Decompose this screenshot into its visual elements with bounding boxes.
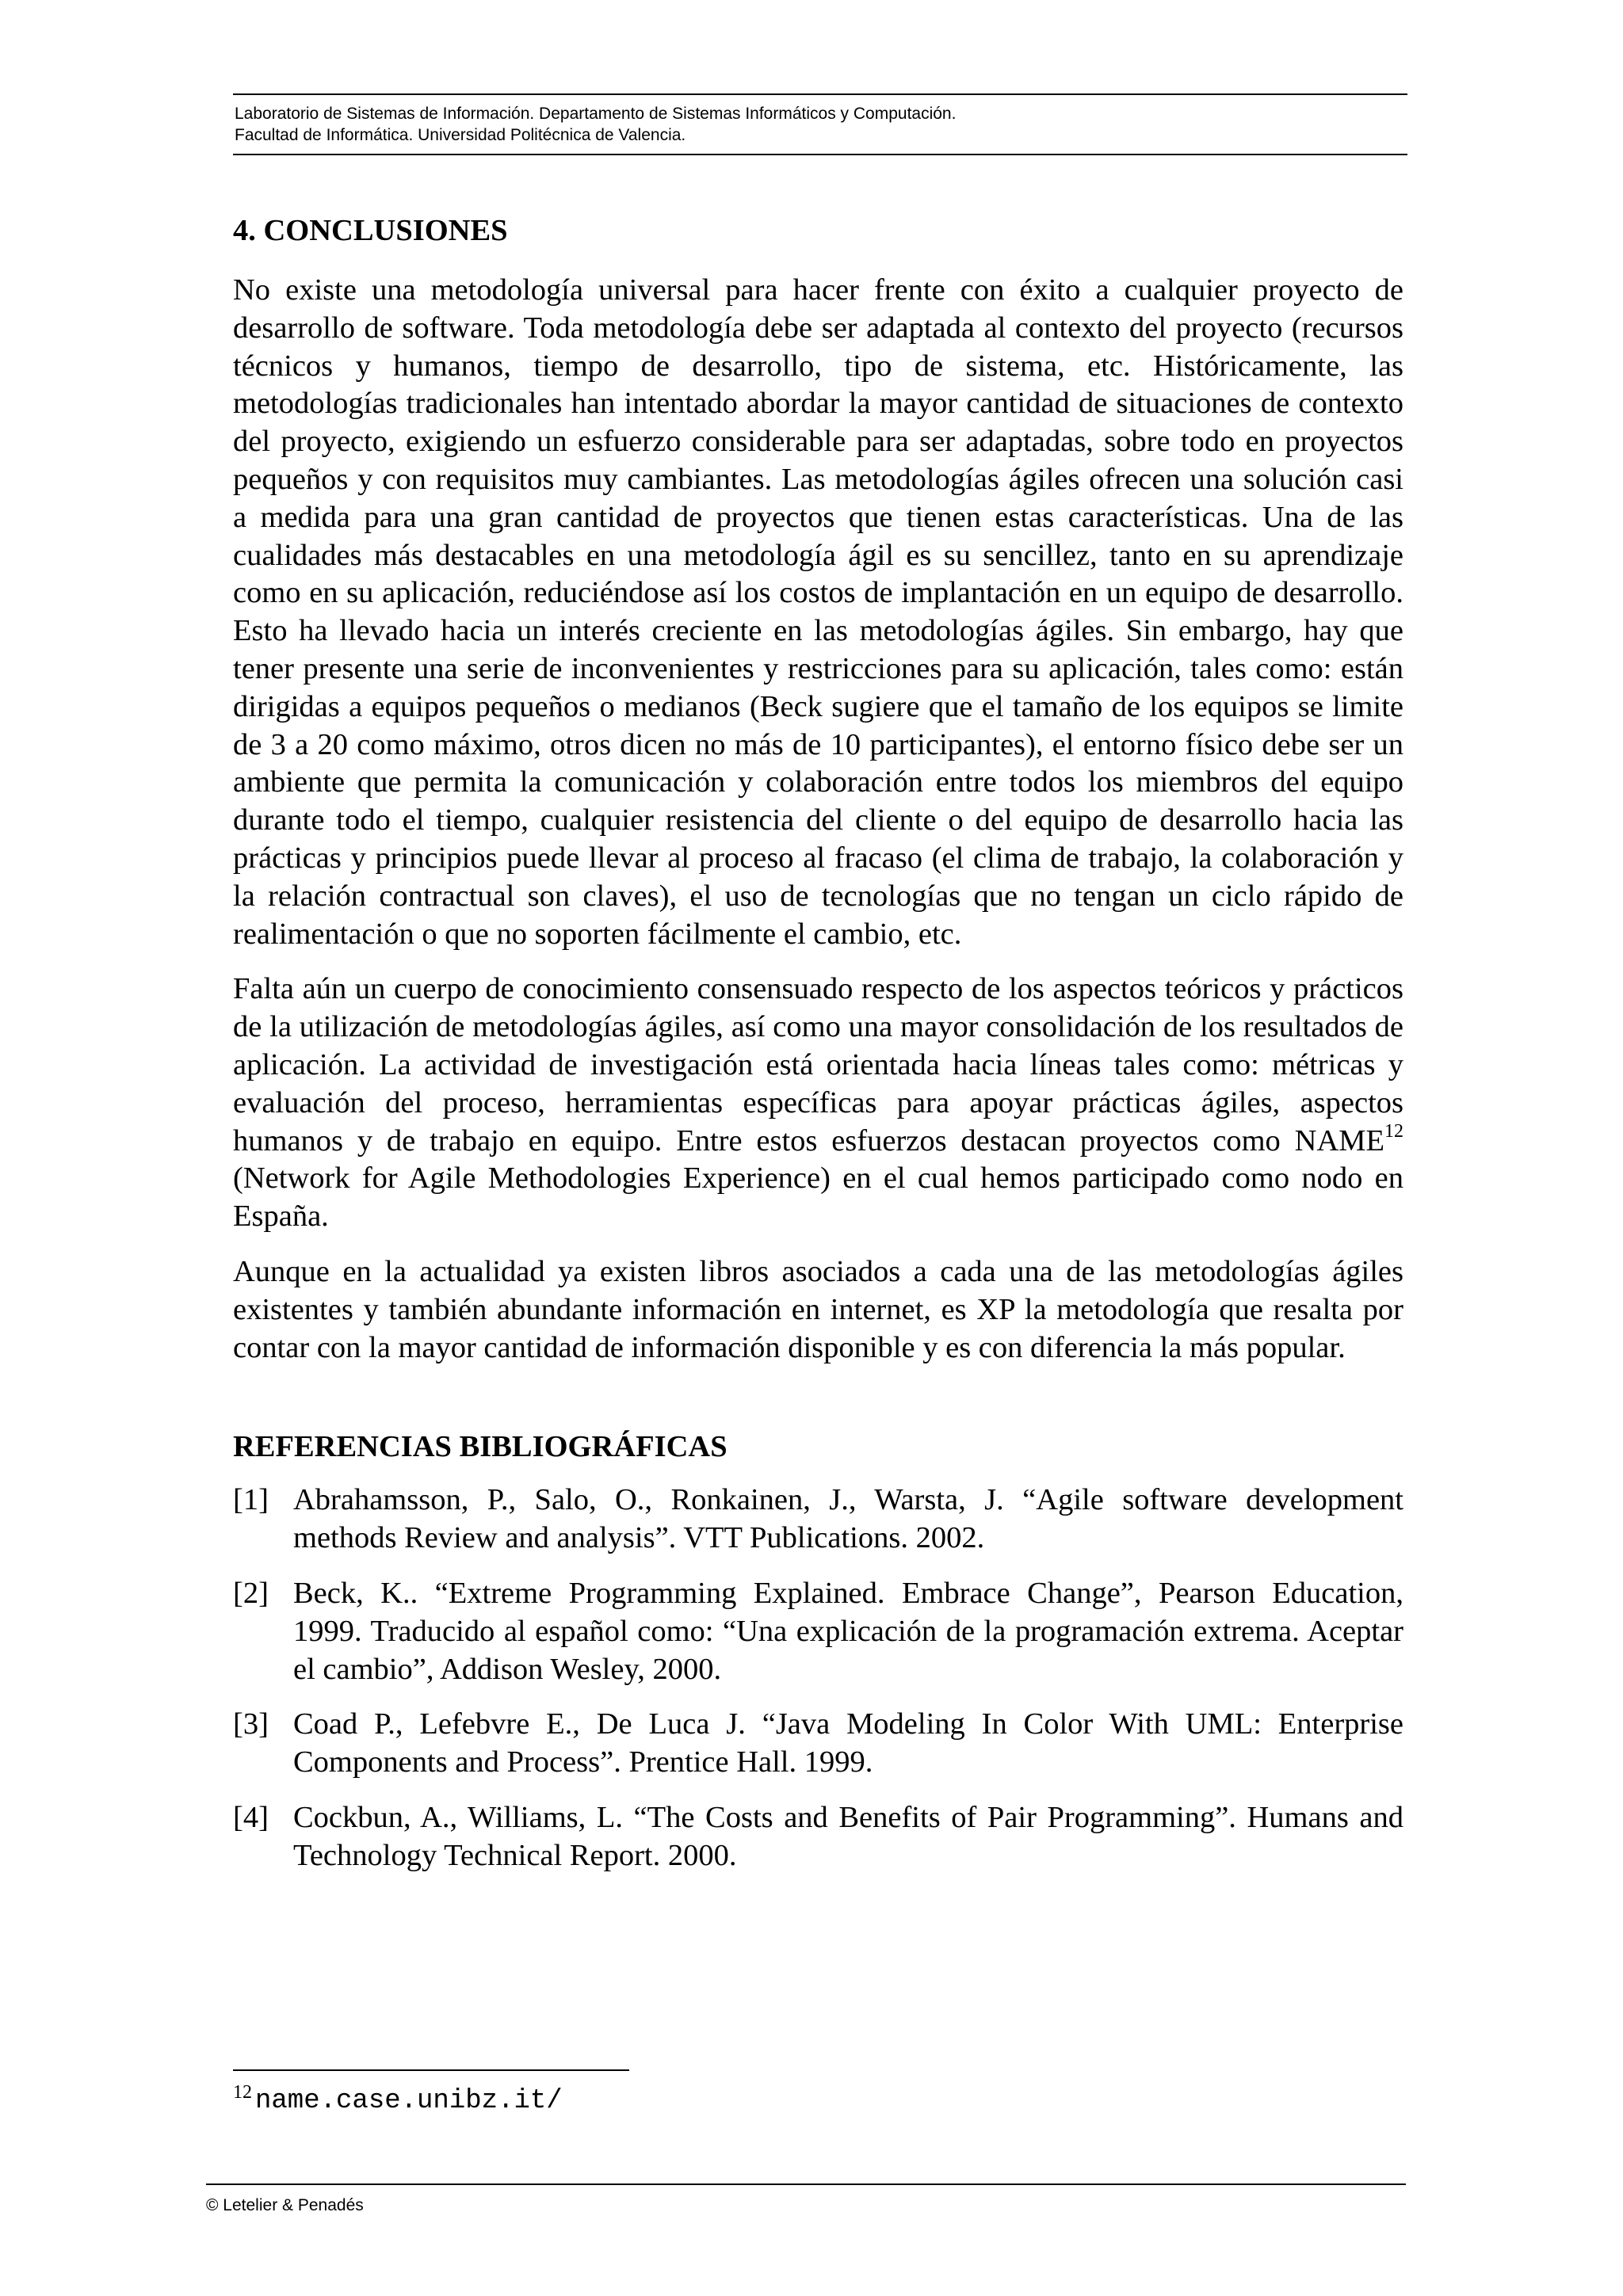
section-title: 4. CONCLUSIONES [233, 214, 508, 247]
reference-item-3 [233, 1706, 1403, 1782]
header-line-2: Facultad de Informática. Universidad Politécnica de Valencia. [235, 126, 686, 144]
main-content [233, 212, 1403, 1892]
reference-list [233, 1482, 1403, 1875]
reference-text: Coad P., Lefebvre E., De Luca J. “Java Modeling In Color With UML: Enterprise Components and Process”. Prentice Hall. 1999. [293, 1707, 1403, 1779]
reference-item-1 [233, 1482, 1403, 1558]
reference-item-2 [233, 1575, 1403, 1688]
footnote-divider [233, 2069, 629, 2071]
reference-number: [2] [233, 1576, 269, 1610]
reference-number: [3] [233, 1707, 269, 1741]
paragraph-3: Aunque en la actualidad ya existen libros asociados a cada una de las metodologías ágiles existentes y también abundante información en internet, es XP la metodología que resalta por contar con la mayor cantidad de información disponible y es con diferencia la más popular. [233, 1254, 1403, 1364]
footer-copyright: © Letelier & Penadés [206, 2196, 364, 2214]
reference-number: [4] [233, 1800, 269, 1834]
reference-text: Cockbun, A., Williams, L. “The Costs and Benefits of Pair Programming”. Humans and Technology Technical Report. 2000. [293, 1800, 1403, 1872]
footnote-url[interactable]: name.case.unibz.it/ [255, 2086, 563, 2116]
page-header [233, 93, 1407, 155]
reference-text: Beck, K.. “Extreme Programming Explained. Embrace Change”, Pearson Education, 1999. Traducido al español como: “Una explicación de la programación extrema. Aceptar el cambio”, Addison Wesley, 2000. [293, 1576, 1403, 1686]
reference-item-4 [233, 1799, 1403, 1875]
paragraph-2 [233, 971, 1403, 1236]
footnote-number: 12 [233, 2082, 252, 2103]
page-footer [206, 2183, 1406, 2216]
footnote [233, 2082, 1184, 2116]
paragraph-1: No existe una metodología universal para hacer frente con éxito a cualquier proyecto de desarrollo de software. Toda metodología debe ser adaptada al contexto del proyecto (recursos técnicos y humanos, tiempo de desarrollo, tipo de sistema, etc. Históricamente, las metodologías tradicionales han intentado abordar la mayor cantidad de situaciones de contexto del proyecto, exigiendo un esfuerzo considerable para ser adaptadas, sobre todo en proyectos pequeños y con requisitos muy cambiantes. Las metodologías ágiles ofrecen una solución casi a medida para una gran cantidad de proyectos que tienen estas características. Una de las cualidades más destacables en una metodología ágil es su sencillez, tanto en su aprendizaje como en su aplicación, reduciéndose así los costos de implantación en un equipo de desarrollo. Esto ha llevado hacia un interés creciente en las metodologías ágiles. Sin embargo, hay que tener presente una serie de inconvenientes y restricciones para su aplicación, tales como: están dirigidas a equipos pequeños o medianos (Beck sugiere que el tamaño de los equipos se limite de 3 a 20 como máximo, otros dicen no más de 10 participantes), el entorno físico debe ser un ambiente que permita la comunicación y colaboración entre todos los miembros del equipo durante todo el tiempo, cualquier resistencia del cliente o del equipo de desarrollo hacia las prácticas y principios puede llevar al proceso al fracaso (el clima de trabajo, la colaboración y la relación contractual son claves), el uso de tecnologías que no tengan un ciclo rápido de realimentación o que no soporten fácilmente el cambio, etc. [233, 273, 1403, 951]
reference-text: Abrahamsson, P., Salo, O., Ronkainen, J., Warsta, J. “Agile software development methods Review and analysis”. VTT Publications. 2002. [293, 1483, 1403, 1555]
paragraph-2-text-end: (Network for Agile Methodologies Experience) en el cual hemos participado como nodo en España. [233, 1161, 1403, 1234]
footnote-ref[interactable]: 12 [1384, 1120, 1403, 1142]
reference-number: [1] [233, 1483, 269, 1517]
header-line-1: Laboratorio de Sistemas de Información. Departamento de Sistemas Informáticos y Computación. [235, 105, 957, 123]
paragraph-2-text: Falta aún un cuerpo de conocimiento consensuado respecto de los aspectos teóricos y prácticos de la utilización de metodologías ágiles, así como una mayor consolidación de los resultados de aplicación. La actividad de investigación está orientada hacia líneas tales como: métricas y evaluación del proceso, herramientas específicas para apoyar prácticas ágiles, aspectos humanos y de trabajo en equipo. Entre estos esfuerzos destacan proyectos como NAME [233, 972, 1403, 1158]
references-title: REFERENCIAS BIBLIOGRÁFICAS [233, 1430, 727, 1464]
